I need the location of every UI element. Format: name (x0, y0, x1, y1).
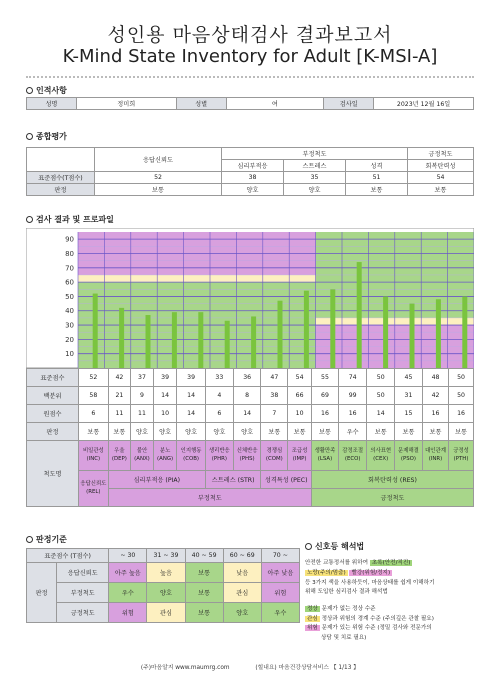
summary-sub-pia: 심리부적응 (222, 160, 284, 172)
result-cell: 14 (177, 405, 206, 423)
section-info-heading: 인적사항 (26, 85, 67, 96)
section-results-heading: 검사 결과 및 프로파일 (26, 214, 114, 225)
result-cell: 39 (177, 369, 206, 387)
band-caution (78, 275, 316, 282)
bar-ang (172, 312, 177, 368)
result-cell: 21 (108, 387, 130, 405)
group-pec: 성격특성 (PEC) (261, 471, 312, 489)
y-tick-label: 10 (65, 350, 74, 359)
signal-yellow-line: 관심 정상과 위험의 경계 수준 (주의깊은 관찰 필요) (307, 615, 434, 622)
scale-name-cell: 대인관계 (INR) (422, 441, 448, 471)
result-cell: 양호 (233, 423, 261, 441)
scale-name-cell: 우울 (DEP) (108, 441, 130, 471)
criteria-cell: 보통 (185, 603, 223, 623)
signal-green-line: 정상 문제가 없는 정상 수준 (307, 606, 376, 613)
criteria-cell: 아주 높음 (109, 563, 147, 583)
section-summary-heading: 종합평가 (26, 131, 67, 142)
summary-negative-header: 부정척도 (222, 148, 408, 160)
results-table (26, 368, 474, 507)
summary-sub-str: 스트레스 (284, 160, 346, 172)
result-cell: 42 (422, 387, 448, 405)
result-cell: 보통 (261, 423, 288, 441)
result-cell: 양호 (177, 423, 206, 441)
result-cell: 45 (395, 369, 423, 387)
bar-cob (198, 312, 203, 368)
bar-com (278, 301, 283, 368)
result-cell: 66 (288, 387, 312, 405)
signal-green-tag: 초록(안전/직진) (371, 560, 411, 567)
result-cell: 16 (339, 405, 367, 423)
bar-imp (304, 291, 309, 368)
bullet-icon (26, 536, 33, 543)
result-cell: 38 (261, 387, 288, 405)
result-cell: 4 (205, 387, 233, 405)
signal-line-1: 안전한 교통정서를 위하여 초록(안전/직진) (305, 560, 411, 567)
criteria-cell: 위험 (109, 603, 147, 623)
result-cell: 42 (108, 369, 130, 387)
row-label-scale-name: 척도명 (27, 441, 79, 507)
y-tick-label: 40 (65, 307, 74, 316)
result-cell: 보통 (422, 423, 448, 441)
signal-line-2 (305, 569, 475, 578)
summary-score: 35 (284, 172, 346, 184)
result-cell: 50 (449, 369, 474, 387)
result-cell: 6 (79, 405, 109, 423)
signal-line-3: 등 3가지 색을 사용하듯이, 마음상태를 쉽게 이해하기 (305, 579, 435, 586)
result-cell: 74 (339, 369, 367, 387)
result-cell: 52 (79, 369, 109, 387)
criteria-cell: 양호 (147, 583, 185, 603)
criteria-cell: 우수 (109, 583, 147, 603)
result-cell: 50 (449, 387, 474, 405)
summary-score: 51 (346, 172, 408, 184)
footer-service: (힐내요) 마음건강상담서비스 【 1/13 】 (255, 665, 360, 671)
result-cell: 보통 (367, 423, 395, 441)
scale-name-cell: 생활만족 (LSA) (311, 441, 338, 471)
bar-eco (357, 262, 362, 368)
summary-score: 54 (408, 172, 474, 184)
scale-name-cell: 경쟁심 (COM) (261, 441, 288, 471)
scale-name-cell: 분노 (ANG) (153, 441, 176, 471)
result-cell: 보통 (311, 423, 338, 441)
bar-anx (146, 315, 151, 368)
signal-legend (305, 541, 475, 644)
result-cell: 양호 (153, 423, 176, 441)
result-cell: 14 (233, 405, 261, 423)
bar-phr (225, 321, 230, 368)
result-cell: 10 (288, 405, 312, 423)
result-cell: 16 (449, 405, 474, 423)
scale-name-cell: 문제해결 (PSO) (395, 441, 423, 471)
y-tick-label: 50 (65, 292, 74, 301)
result-cell: 8 (233, 387, 261, 405)
result-cell: 보통 (79, 423, 109, 441)
y-tick-label: 80 (65, 249, 74, 258)
bar-phs (251, 316, 256, 368)
result-cell: 55 (311, 369, 338, 387)
result-cell: 보통 (288, 423, 312, 441)
bullet-icon (26, 87, 33, 94)
criteria-range: 60 ~ 69 (223, 549, 261, 563)
criteria-cell: 위험 (261, 583, 299, 603)
bar-cex (383, 296, 388, 368)
scale-name-cell: 불안 (ANX) (131, 441, 154, 471)
signal-yellow-tag: 노랑(주의/멈춤) (307, 570, 346, 577)
summary-positive-header: 긍정척도 (408, 148, 474, 160)
result-cell: 58 (79, 387, 109, 405)
result-cell: 11 (108, 405, 130, 423)
bullet-icon (305, 543, 312, 550)
result-cell: 7 (261, 405, 288, 423)
bar-dep (119, 308, 124, 368)
result-cell: 10 (153, 405, 176, 423)
y-tick-label: 60 (65, 278, 74, 287)
result-cell: 54 (288, 369, 312, 387)
scale-name-cell: 신체반응 (PHS) (233, 441, 261, 471)
group-negative: 부정척도 (108, 489, 311, 507)
summary-table (26, 147, 474, 196)
title-divider (26, 76, 474, 78)
criteria-range: ~ 30 (109, 549, 147, 563)
summary-score: 52 (95, 172, 222, 184)
criteria-cell: 관심 (147, 603, 185, 623)
criteria-judge-label: 판정 (27, 563, 57, 623)
summary-judge: 양호 (284, 184, 346, 196)
scale-name-cell: 긍정성 (PTH) (449, 441, 474, 471)
result-cell: 보통 (395, 423, 423, 441)
page-footer (0, 662, 500, 671)
name-label: 성명 (27, 98, 77, 110)
profile-chart (26, 228, 474, 368)
criteria-range: 31 ~ 39 (147, 549, 185, 563)
summary-judge-label: 판정 (27, 184, 95, 196)
result-cell: 14 (367, 405, 395, 423)
summary-score-label: 표준점수(T점수) (27, 172, 95, 184)
group-res: 회복탄력성 (RES) (311, 471, 473, 489)
bullet-icon (26, 133, 33, 140)
result-cell: 39 (153, 369, 176, 387)
summary-judge: 보통 (408, 184, 474, 196)
criteria-row-name: 부정척도 (57, 583, 109, 603)
criteria-cell: 보통 (185, 563, 223, 583)
criteria-row-name: 긍정척도 (57, 603, 109, 623)
result-cell: 48 (422, 369, 448, 387)
result-cell: 99 (339, 387, 367, 405)
result-cell: 36 (233, 369, 261, 387)
y-tick-label: 90 (65, 235, 74, 244)
summary-sub-pec: 성격 (346, 160, 408, 172)
summary-judge: 양호 (222, 184, 284, 196)
row-label-percentile: 백분위 (27, 387, 79, 405)
info-table (26, 97, 474, 110)
summary-score: 38 (222, 172, 284, 184)
criteria-cell: 높음 (147, 563, 185, 583)
signal-red-line: 위험 문제가 있는 위험 수준 (정밀 검사와 전문가의 (307, 625, 432, 632)
bar-lsa (330, 289, 335, 368)
result-cell: 31 (395, 387, 423, 405)
summary-corner (27, 148, 95, 172)
row-label-score: 표준점수 (27, 369, 79, 387)
criteria-score-label: 표준점수 (T점수) (27, 549, 109, 563)
summary-reliability-header: 응답신뢰도 (95, 148, 222, 172)
bar-pth (462, 296, 467, 368)
signal-line-4: 위해 도입한 심리검사 결과 해석법 (305, 589, 388, 596)
criteria-range: 40 ~ 59 (185, 549, 223, 563)
signal-red-line-2: 상담 및 치료 필요) (321, 634, 367, 641)
scale-name-cell: 인지행동 (COB) (177, 441, 206, 471)
result-cell: 37 (131, 369, 154, 387)
report-title: 성인용 마음상태검사 결과보고서 (107, 24, 393, 46)
result-cell: 6 (205, 405, 233, 423)
date-label: 검사일 (324, 98, 374, 110)
bullet-icon (26, 216, 33, 223)
result-cell: 69 (311, 387, 338, 405)
criteria-cell: 우수 (261, 603, 299, 623)
result-cell: 33 (205, 369, 233, 387)
name-value: 정미희 (76, 98, 176, 110)
scale-name-cell: 의사표현 (CEX) (367, 441, 395, 471)
criteria-cell: 아주 낮음 (261, 563, 299, 583)
result-cell: 양호 (131, 423, 154, 441)
result-cell: 14 (153, 387, 176, 405)
scale-name-cell: 조급성 (IMP) (288, 441, 312, 471)
summary-judge: 보통 (346, 184, 408, 196)
row-label-judge: 판정 (27, 423, 79, 441)
signal-red-tag: 빨강(위험/정지) (351, 570, 391, 577)
criteria-table (26, 548, 300, 623)
result-cell: 16 (422, 405, 448, 423)
result-cell: 양호 (205, 423, 233, 441)
footer-company: (주)마음알지 www.maumrg.com (140, 665, 230, 671)
summary-sub-res: 회복탄력성 (408, 160, 474, 172)
result-cell: 우수 (339, 423, 367, 441)
summary-judge: 보통 (95, 184, 222, 196)
scale-name-cell: 생리반응 (PHR) (205, 441, 233, 471)
criteria-range: 70 ~ (261, 549, 299, 563)
y-tick-label: 70 (65, 264, 74, 273)
group-pia: 심리부적응 (PIA) (108, 471, 205, 489)
row-label-raw: 원점수 (27, 405, 79, 423)
result-cell: 9 (131, 387, 154, 405)
result-cell: 14 (177, 387, 206, 405)
result-cell: 15 (395, 405, 423, 423)
result-cell: 보통 (449, 423, 474, 441)
group-positive: 긍정척도 (311, 489, 473, 507)
criteria-cell: 낮음 (223, 563, 261, 583)
scale-name-cell: 감정조절 (ECO) (339, 441, 367, 471)
result-cell: 50 (367, 387, 395, 405)
result-cell: 16 (311, 405, 338, 423)
criteria-cell: 양호 (223, 603, 261, 623)
gender-label: 성별 (176, 98, 226, 110)
gender-value: 여 (226, 98, 324, 110)
scale-name-cell: 비일관성 (INC) (79, 441, 109, 471)
group-str: 스트레스 (STR) (205, 471, 261, 489)
result-cell: 50 (367, 369, 395, 387)
result-cell: 11 (131, 405, 154, 423)
result-cell: 보통 (108, 423, 130, 441)
y-tick-label: 30 (65, 321, 74, 330)
report-subtitle: K-Mind State Inventory for Adult [K-MSI-A] (62, 46, 438, 67)
section-criteria-heading: 판정기준 (26, 534, 67, 545)
group-rel: 응답신뢰도 (REL) (79, 471, 109, 507)
bar-inr (436, 299, 441, 368)
bar-pso (410, 304, 415, 368)
y-tick-label: 20 (65, 335, 74, 344)
date-value: 2023년 12월 16일 (374, 98, 474, 110)
bar-inc (93, 294, 98, 368)
criteria-cell: 보통 (185, 583, 223, 603)
criteria-row-name: 응답신뢰도 (57, 563, 109, 583)
result-cell: 47 (261, 369, 288, 387)
criteria-cell: 관심 (223, 583, 261, 603)
section-signal-heading: 신호등 해석법 (305, 541, 475, 553)
